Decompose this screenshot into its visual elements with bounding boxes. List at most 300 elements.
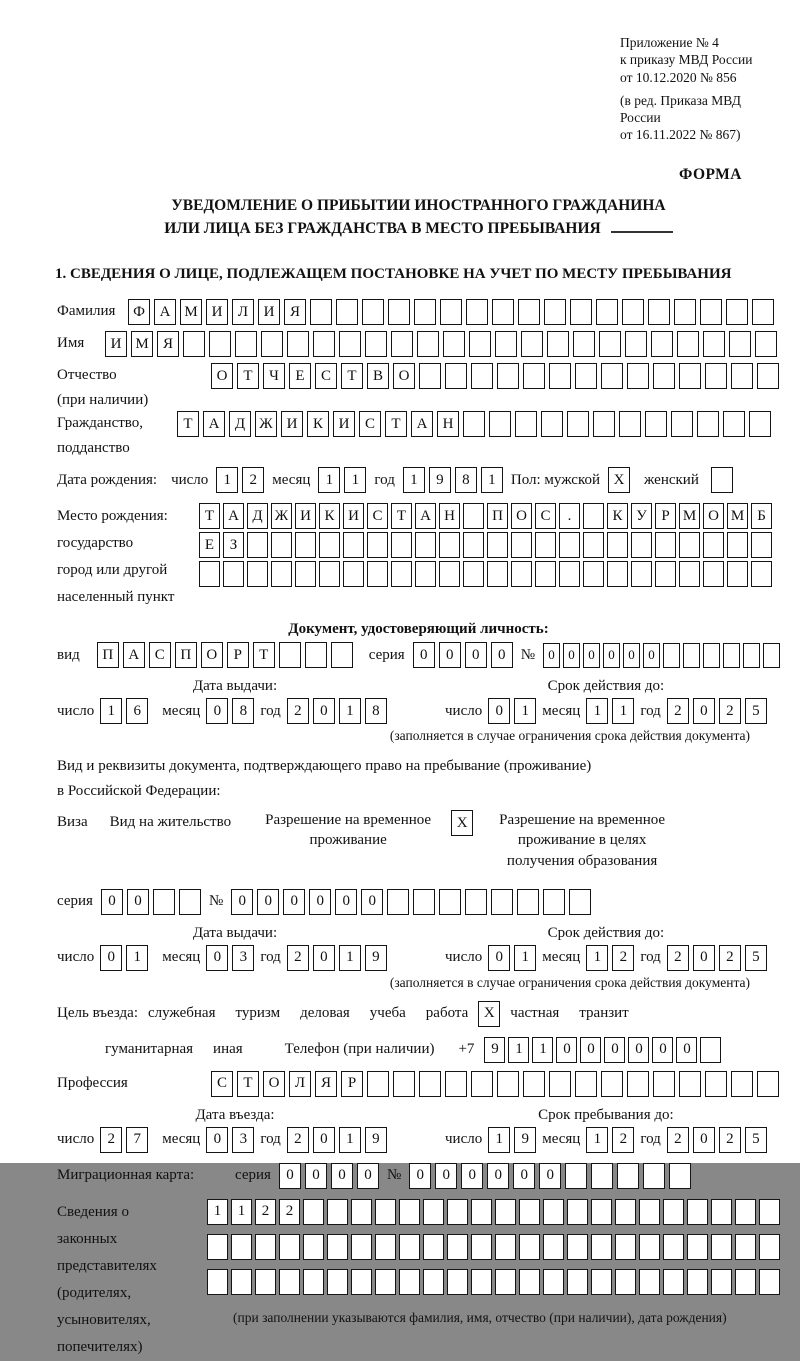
char-box[interactable] — [567, 1199, 588, 1225]
char-box[interactable] — [631, 561, 652, 587]
char-box[interactable] — [735, 1199, 756, 1225]
char-box[interactable] — [631, 532, 652, 558]
char-box[interactable] — [700, 299, 722, 325]
char-box[interactable]: 2 — [667, 698, 689, 724]
char-box[interactable] — [295, 532, 316, 558]
char-box[interactable] — [515, 411, 537, 437]
char-box[interactable] — [199, 561, 220, 587]
char-box[interactable] — [393, 1071, 415, 1097]
temp-residence-checkbox[interactable] — [451, 810, 473, 836]
char-box[interactable] — [463, 503, 484, 529]
firstname-boxes[interactable] — [105, 331, 777, 357]
char-box[interactable] — [303, 1269, 324, 1295]
char-box[interactable] — [313, 331, 335, 357]
char-box[interactable] — [319, 532, 340, 558]
char-box[interactable]: 0 — [652, 1037, 673, 1063]
doc-series-boxes[interactable] — [413, 642, 513, 668]
char-box[interactable] — [687, 1199, 708, 1225]
char-box[interactable]: 0 — [206, 945, 228, 971]
char-box[interactable] — [255, 1269, 276, 1295]
char-box[interactable]: 1 — [514, 698, 536, 724]
char-box[interactable] — [279, 1269, 300, 1295]
char-box[interactable]: 8 — [232, 698, 254, 724]
char-box[interactable]: 1 — [612, 698, 634, 724]
char-box[interactable] — [663, 643, 680, 668]
char-box[interactable] — [711, 467, 733, 493]
profession-boxes[interactable] — [211, 1071, 779, 1097]
char-box[interactable] — [567, 411, 589, 437]
char-box[interactable] — [414, 299, 436, 325]
char-box[interactable]: В — [367, 363, 389, 389]
doc-number-boxes[interactable] — [543, 643, 780, 668]
char-box[interactable]: И — [206, 299, 228, 325]
char-box[interactable] — [463, 532, 484, 558]
char-box[interactable] — [703, 643, 720, 668]
char-box[interactable]: 2 — [719, 945, 741, 971]
char-box[interactable]: 0 — [643, 643, 660, 668]
char-box[interactable] — [327, 1234, 348, 1260]
char-box[interactable] — [607, 532, 628, 558]
char-box[interactable]: Я — [315, 1071, 337, 1097]
char-box[interactable] — [755, 331, 777, 357]
char-box[interactable]: Е — [199, 532, 220, 558]
char-box[interactable]: 0 — [279, 1163, 301, 1189]
char-box[interactable]: 2 — [242, 467, 264, 493]
char-box[interactable] — [655, 532, 676, 558]
char-box[interactable] — [757, 363, 779, 389]
char-box[interactable] — [489, 411, 511, 437]
resdoc-series-boxes[interactable] — [101, 889, 201, 915]
char-box[interactable]: Т — [177, 411, 199, 437]
char-box[interactable] — [583, 532, 604, 558]
char-box[interactable] — [423, 1234, 444, 1260]
char-box[interactable] — [375, 1234, 396, 1260]
char-box[interactable]: 0 — [101, 889, 123, 915]
char-box[interactable] — [653, 1071, 675, 1097]
birth-year-boxes[interactable] — [403, 467, 503, 493]
char-box[interactable]: 0 — [488, 945, 510, 971]
char-box[interactable] — [583, 503, 604, 529]
char-box[interactable] — [471, 1199, 492, 1225]
char-box[interactable]: 0 — [604, 1037, 625, 1063]
char-box[interactable]: . — [559, 503, 580, 529]
char-box[interactable]: И — [295, 503, 316, 529]
char-box[interactable] — [223, 561, 244, 587]
phone-boxes[interactable] — [484, 1037, 721, 1063]
char-box[interactable]: 1 — [481, 467, 503, 493]
char-box[interactable]: А — [123, 642, 145, 668]
char-box[interactable] — [521, 331, 543, 357]
representatives-row1-boxes[interactable] — [207, 1199, 780, 1225]
resdoc-issue-month-boxes[interactable] — [206, 945, 254, 971]
char-box[interactable] — [351, 1234, 372, 1260]
migcard-series-boxes[interactable] — [279, 1163, 379, 1189]
char-box[interactable]: 8 — [365, 698, 387, 724]
char-box[interactable] — [466, 299, 488, 325]
char-box[interactable] — [419, 1071, 441, 1097]
char-box[interactable] — [700, 1037, 721, 1063]
char-box[interactable] — [183, 331, 205, 357]
char-box[interactable]: 1 — [231, 1199, 252, 1225]
char-box[interactable] — [549, 363, 571, 389]
char-box[interactable] — [679, 561, 700, 587]
char-box[interactable]: 0 — [628, 1037, 649, 1063]
char-box[interactable] — [639, 1199, 660, 1225]
char-box[interactable] — [759, 1269, 780, 1295]
char-box[interactable]: Д — [229, 411, 251, 437]
char-box[interactable] — [319, 561, 340, 587]
char-box[interactable] — [415, 561, 436, 587]
surname-boxes[interactable] — [128, 299, 774, 325]
char-box[interactable]: А — [154, 299, 176, 325]
sex-female-checkbox[interactable] — [711, 467, 733, 493]
char-box[interactable] — [727, 532, 748, 558]
char-box[interactable] — [679, 363, 701, 389]
char-box[interactable]: К — [607, 503, 628, 529]
char-box[interactable] — [303, 1234, 324, 1260]
char-box[interactable] — [615, 1234, 636, 1260]
sex-male-checkbox[interactable] — [608, 467, 630, 493]
char-box[interactable]: 9 — [365, 1127, 387, 1153]
char-box[interactable] — [413, 889, 435, 915]
char-box[interactable]: Л — [289, 1071, 311, 1097]
char-box[interactable] — [575, 363, 597, 389]
char-box[interactable] — [423, 1269, 444, 1295]
char-box[interactable]: 3 — [232, 1127, 254, 1153]
char-box[interactable]: 0 — [409, 1163, 431, 1189]
char-box[interactable]: Н — [437, 411, 459, 437]
char-box[interactable]: 0 — [100, 945, 122, 971]
char-box[interactable]: 0 — [305, 1163, 327, 1189]
char-box[interactable]: 1 — [207, 1199, 228, 1225]
stay-day-boxes[interactable] — [488, 1127, 536, 1153]
char-box[interactable]: 2 — [667, 1127, 689, 1153]
char-box[interactable] — [759, 1199, 780, 1225]
char-box[interactable]: 9 — [365, 945, 387, 971]
char-box[interactable] — [735, 1234, 756, 1260]
char-box[interactable] — [209, 331, 231, 357]
char-box[interactable] — [519, 1269, 540, 1295]
patronymic-boxes[interactable] — [211, 363, 779, 389]
char-box[interactable]: 0 — [309, 889, 331, 915]
char-box[interactable] — [365, 331, 387, 357]
char-box[interactable] — [763, 643, 780, 668]
char-box[interactable]: 3 — [232, 945, 254, 971]
char-box[interactable] — [287, 331, 309, 357]
char-box[interactable] — [231, 1234, 252, 1260]
char-box[interactable] — [179, 889, 201, 915]
char-box[interactable] — [235, 331, 257, 357]
char-box[interactable] — [518, 299, 540, 325]
char-box[interactable] — [517, 889, 539, 915]
char-box[interactable] — [583, 561, 604, 587]
char-box[interactable]: 1 — [339, 698, 361, 724]
char-box[interactable] — [439, 561, 460, 587]
char-box[interactable] — [559, 532, 580, 558]
doc-kind-boxes[interactable] — [97, 642, 353, 668]
char-box[interactable]: X — [451, 810, 473, 836]
char-box[interactable]: 5 — [745, 1127, 767, 1153]
char-box[interactable]: Е — [289, 363, 311, 389]
char-box[interactable] — [399, 1234, 420, 1260]
char-box[interactable]: 1 — [126, 945, 148, 971]
char-box[interactable]: 0 — [357, 1163, 379, 1189]
char-box[interactable]: 0 — [693, 1127, 715, 1153]
char-box[interactable] — [751, 532, 772, 558]
char-box[interactable]: С — [359, 411, 381, 437]
char-box[interactable] — [723, 643, 740, 668]
char-box[interactable]: 0 — [513, 1163, 535, 1189]
char-box[interactable]: 2 — [255, 1199, 276, 1225]
char-box[interactable] — [495, 1269, 516, 1295]
char-box[interactable]: 1 — [403, 467, 425, 493]
char-box[interactable] — [445, 363, 467, 389]
char-box[interactable]: 1 — [508, 1037, 529, 1063]
char-box[interactable] — [443, 331, 465, 357]
char-box[interactable] — [445, 1071, 467, 1097]
char-box[interactable]: 0 — [283, 889, 305, 915]
char-box[interactable]: А — [223, 503, 244, 529]
char-box[interactable]: И — [281, 411, 303, 437]
char-box[interactable]: 0 — [231, 889, 253, 915]
char-box[interactable] — [447, 1234, 468, 1260]
char-box[interactable] — [497, 363, 519, 389]
char-box[interactable]: 7 — [126, 1127, 148, 1153]
char-box[interactable] — [440, 299, 462, 325]
char-box[interactable] — [677, 331, 699, 357]
char-box[interactable]: 1 — [318, 467, 340, 493]
char-box[interactable] — [570, 299, 592, 325]
birthplace-row3-boxes[interactable] — [199, 561, 772, 587]
char-box[interactable] — [388, 299, 410, 325]
char-box[interactable] — [465, 889, 487, 915]
char-box[interactable] — [569, 889, 591, 915]
char-box[interactable] — [663, 1199, 684, 1225]
valid-month-boxes[interactable] — [586, 698, 634, 724]
char-box[interactable]: 0 — [539, 1163, 561, 1189]
char-box[interactable]: А — [203, 411, 225, 437]
char-box[interactable]: 1 — [100, 698, 122, 724]
char-box[interactable] — [615, 1199, 636, 1225]
char-box[interactable]: 2 — [667, 945, 689, 971]
char-box[interactable] — [547, 331, 569, 357]
char-box[interactable] — [683, 643, 700, 668]
char-box[interactable]: И — [343, 503, 364, 529]
char-box[interactable]: У — [631, 503, 652, 529]
char-box[interactable] — [495, 331, 517, 357]
char-box[interactable] — [327, 1269, 348, 1295]
birth-day-boxes[interactable] — [216, 467, 264, 493]
char-box[interactable]: Я — [157, 331, 179, 357]
char-box[interactable]: 1 — [488, 1127, 510, 1153]
char-box[interactable]: К — [319, 503, 340, 529]
char-box[interactable]: 0 — [435, 1163, 457, 1189]
char-box[interactable] — [544, 299, 566, 325]
char-box[interactable] — [417, 331, 439, 357]
char-box[interactable] — [495, 1199, 516, 1225]
char-box[interactable]: 1 — [339, 1127, 361, 1153]
char-box[interactable] — [495, 1234, 516, 1260]
char-box[interactable]: 0 — [487, 1163, 509, 1189]
char-box[interactable] — [729, 331, 751, 357]
char-box[interactable] — [615, 1269, 636, 1295]
char-box[interactable]: Я — [284, 299, 306, 325]
birthplace-row1-boxes[interactable] — [199, 503, 772, 529]
char-box[interactable] — [261, 331, 283, 357]
char-box[interactable]: 0 — [583, 643, 600, 668]
char-box[interactable] — [727, 561, 748, 587]
char-box[interactable] — [271, 532, 292, 558]
char-box[interactable]: П — [97, 642, 119, 668]
char-box[interactable]: Ж — [271, 503, 292, 529]
char-box[interactable] — [310, 299, 332, 325]
char-box[interactable]: А — [415, 503, 436, 529]
char-box[interactable] — [511, 532, 532, 558]
char-box[interactable] — [362, 299, 384, 325]
char-box[interactable] — [639, 1234, 660, 1260]
char-box[interactable] — [279, 642, 301, 668]
char-box[interactable] — [375, 1269, 396, 1295]
resdoc-number-boxes[interactable] — [231, 889, 591, 915]
char-box[interactable] — [567, 1234, 588, 1260]
char-box[interactable] — [231, 1269, 252, 1295]
char-box[interactable] — [367, 561, 388, 587]
char-box[interactable] — [153, 889, 175, 915]
char-box[interactable] — [295, 561, 316, 587]
char-box[interactable]: 5 — [745, 945, 767, 971]
char-box[interactable]: Н — [439, 503, 460, 529]
char-box[interactable] — [331, 642, 353, 668]
char-box[interactable]: 6 — [126, 698, 148, 724]
char-box[interactable]: С — [149, 642, 171, 668]
char-box[interactable] — [619, 411, 641, 437]
char-box[interactable]: 0 — [465, 642, 487, 668]
char-box[interactable] — [757, 1071, 779, 1097]
char-box[interactable]: Д — [247, 503, 268, 529]
char-box[interactable] — [726, 299, 748, 325]
entry-month-boxes[interactable] — [206, 1127, 254, 1153]
char-box[interactable]: 0 — [693, 945, 715, 971]
char-box[interactable]: Т — [341, 363, 363, 389]
char-box[interactable] — [591, 1269, 612, 1295]
char-box[interactable] — [591, 1199, 612, 1225]
char-box[interactable] — [627, 363, 649, 389]
char-box[interactable] — [447, 1269, 468, 1295]
char-box[interactable]: Р — [227, 642, 249, 668]
char-box[interactable] — [663, 1234, 684, 1260]
char-box[interactable] — [627, 1071, 649, 1097]
char-box[interactable]: М — [727, 503, 748, 529]
char-box[interactable] — [751, 561, 772, 587]
char-box[interactable]: А — [411, 411, 433, 437]
char-box[interactable] — [535, 532, 556, 558]
char-box[interactable] — [303, 1199, 324, 1225]
char-box[interactable]: М — [679, 503, 700, 529]
char-box[interactable] — [541, 411, 563, 437]
char-box[interactable]: 0 — [313, 945, 335, 971]
char-box[interactable] — [567, 1269, 588, 1295]
char-box[interactable] — [645, 411, 667, 437]
char-box[interactable] — [591, 1163, 613, 1189]
char-box[interactable] — [596, 299, 618, 325]
char-box[interactable] — [575, 1071, 597, 1097]
char-box[interactable]: 0 — [413, 642, 435, 668]
char-box[interactable] — [492, 299, 514, 325]
char-box[interactable]: 5 — [745, 698, 767, 724]
char-box[interactable] — [639, 1269, 660, 1295]
char-box[interactable] — [367, 532, 388, 558]
char-box[interactable]: 0 — [563, 643, 580, 668]
valid-day-boxes[interactable] — [488, 698, 536, 724]
char-box[interactable] — [651, 331, 673, 357]
char-box[interactable] — [543, 1269, 564, 1295]
char-box[interactable] — [601, 1071, 623, 1097]
char-box[interactable]: 0 — [127, 889, 149, 915]
char-box[interactable]: И — [333, 411, 355, 437]
char-box[interactable]: Ж — [255, 411, 277, 437]
char-box[interactable] — [247, 561, 268, 587]
resdoc-issue-day-boxes[interactable] — [100, 945, 148, 971]
char-box[interactable] — [207, 1234, 228, 1260]
char-box[interactable] — [487, 532, 508, 558]
char-box[interactable]: 2 — [287, 1127, 309, 1153]
char-box[interactable]: 1 — [586, 1127, 608, 1153]
char-box[interactable] — [535, 561, 556, 587]
char-box[interactable] — [523, 363, 545, 389]
char-box[interactable]: О — [703, 503, 724, 529]
char-box[interactable]: С — [367, 503, 388, 529]
char-box[interactable]: 0 — [491, 642, 513, 668]
char-box[interactable] — [648, 299, 670, 325]
issue-month-boxes[interactable] — [206, 698, 254, 724]
char-box[interactable]: 0 — [439, 642, 461, 668]
resdoc-valid-month-boxes[interactable] — [586, 945, 634, 971]
char-box[interactable] — [343, 532, 364, 558]
char-box[interactable] — [759, 1234, 780, 1260]
char-box[interactable]: 0 — [693, 698, 715, 724]
char-box[interactable] — [271, 561, 292, 587]
char-box[interactable] — [336, 299, 358, 325]
char-box[interactable] — [255, 1234, 276, 1260]
char-box[interactable] — [679, 532, 700, 558]
char-box[interactable]: П — [175, 642, 197, 668]
char-box[interactable] — [669, 1163, 691, 1189]
char-box[interactable] — [655, 561, 676, 587]
char-box[interactable] — [391, 532, 412, 558]
char-box[interactable]: Л — [232, 299, 254, 325]
char-box[interactable]: X — [608, 467, 630, 493]
char-box[interactable]: О — [393, 363, 415, 389]
char-box[interactable] — [591, 1234, 612, 1260]
char-box[interactable] — [711, 1199, 732, 1225]
char-box[interactable]: 0 — [313, 698, 335, 724]
char-box[interactable] — [687, 1234, 708, 1260]
char-box[interactable]: 0 — [257, 889, 279, 915]
char-box[interactable]: 2 — [612, 945, 634, 971]
char-box[interactable] — [351, 1199, 372, 1225]
char-box[interactable]: 2 — [287, 945, 309, 971]
char-box[interactable]: Т — [385, 411, 407, 437]
char-box[interactable] — [565, 1163, 587, 1189]
char-box[interactable] — [469, 331, 491, 357]
char-box[interactable] — [415, 532, 436, 558]
char-box[interactable] — [731, 1071, 753, 1097]
char-box[interactable] — [601, 363, 623, 389]
char-box[interactable] — [679, 1071, 701, 1097]
char-box[interactable] — [731, 363, 753, 389]
char-box[interactable]: 0 — [361, 889, 383, 915]
char-box[interactable] — [247, 532, 268, 558]
